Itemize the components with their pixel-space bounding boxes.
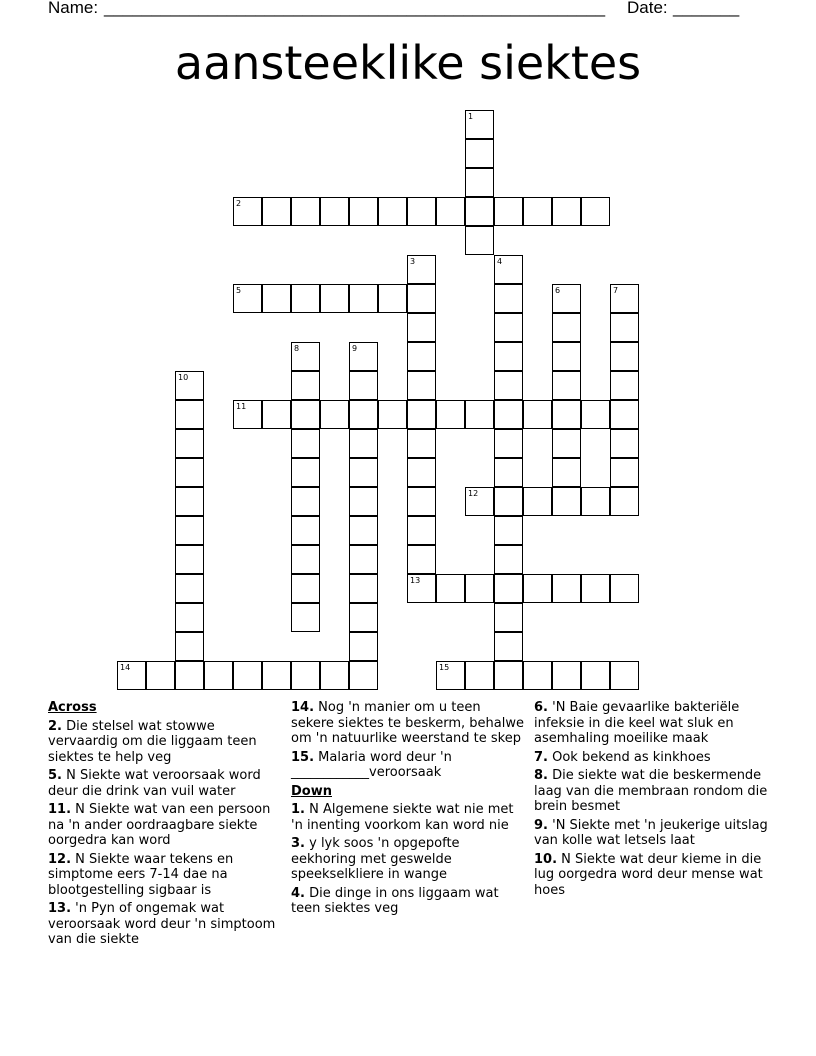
grid-cell[interactable] (465, 139, 494, 168)
grid-cell[interactable] (552, 342, 581, 371)
clue-number-8: 8 (294, 344, 300, 353)
grid-cell[interactable] (262, 284, 291, 313)
grid-cell[interactable] (407, 313, 436, 342)
clue-item (534, 818, 770, 849)
clue-number: 15. (291, 749, 315, 765)
clue-number: 8. (534, 768, 548, 783)
grid-cell[interactable] (494, 516, 523, 545)
grid-cell[interactable] (349, 545, 378, 574)
clue-text: Malaria word deur 'n ____________veroorsaak (291, 749, 452, 780)
grid-cell[interactable] (349, 284, 378, 313)
clue-number: 12. (48, 851, 72, 867)
grid-cell[interactable] (175, 429, 204, 458)
grid-cell[interactable] (494, 429, 523, 458)
clue-text: y lyk soos 'n opgepofte eekhoring met geswelde speekselkliere in wange (291, 836, 460, 882)
clue-number-1: 1 (468, 112, 474, 121)
grid-cell[interactable] (494, 284, 523, 313)
grid-cell[interactable] (349, 371, 378, 400)
clue-item (534, 852, 770, 899)
grid-cell[interactable] (349, 516, 378, 545)
clues-column-3 (534, 700, 770, 901)
clue-number: 1. (291, 802, 305, 817)
clue-number-2: 2 (236, 199, 242, 208)
grid-cell[interactable] (378, 284, 407, 313)
grid-cell[interactable] (552, 400, 581, 429)
grid-cell[interactable] (494, 197, 523, 226)
grid-cell[interactable] (407, 487, 436, 516)
grid-cell[interactable] (581, 574, 610, 603)
clue-text: Die dinge in ons liggaam wat teen siektes veg (291, 885, 499, 916)
clue-number: 2. (48, 718, 62, 734)
grid-cell[interactable] (494, 574, 523, 603)
grid-cell[interactable] (320, 197, 349, 226)
grid-cell[interactable] (175, 487, 204, 516)
grid-cell[interactable] (349, 458, 378, 487)
clue-text: N Siekte waar tekens en simptome eers 7-14 dae na blootgestelling sigbaar is (48, 851, 234, 898)
clue-number-11: 11 (236, 402, 247, 411)
clue-number: 6. (534, 700, 548, 715)
grid-cell[interactable] (494, 342, 523, 371)
clue-item (291, 700, 527, 747)
clue-text: N Siekte wat van een persoon na 'n ander oordraagbare siekte oorgedra kan word (48, 802, 271, 848)
clue-number: 4. (291, 885, 305, 901)
clue-text: N Algemene siekte wat nie met 'n inenting voorkom kan word nie (291, 802, 514, 833)
across-heading: Across (48, 700, 97, 715)
clues-column-2 (291, 700, 527, 920)
clue-number: 5. (48, 768, 62, 783)
grid-cell[interactable] (175, 661, 204, 690)
grid-cell[interactable] (320, 284, 349, 313)
grid-cell[interactable] (378, 197, 407, 226)
grid-cell[interactable] (146, 661, 175, 690)
grid-cell[interactable] (407, 429, 436, 458)
clue-number-15: 15 (439, 663, 450, 672)
clue-item (534, 700, 770, 747)
grid-cell[interactable] (320, 400, 349, 429)
grid-cell[interactable] (465, 574, 494, 603)
grid-cell[interactable] (175, 458, 204, 487)
grid-cell[interactable] (552, 574, 581, 603)
grid-cell[interactable] (407, 371, 436, 400)
grid-cell[interactable] (175, 574, 204, 603)
grid-cell[interactable] (552, 429, 581, 458)
grid-cell[interactable] (291, 400, 320, 429)
grid-cell[interactable] (494, 371, 523, 400)
down-heading: Down (291, 783, 332, 799)
clue-number: 14. (291, 700, 315, 715)
clue-number: 13. (48, 901, 72, 916)
name-label: Name: (48, 0, 99, 17)
clue-number-4: 4 (497, 257, 503, 266)
clue-number-14: 14 (120, 663, 131, 672)
grid-cell[interactable] (494, 661, 523, 690)
date-field[interactable]: _______ (673, 0, 740, 17)
grid-cell[interactable] (407, 458, 436, 487)
grid-cell[interactable] (610, 487, 639, 516)
clue-item (48, 901, 284, 948)
grid-cell[interactable] (291, 574, 320, 603)
grid-cell[interactable] (436, 197, 465, 226)
grid-cell[interactable] (552, 313, 581, 342)
grid-cell[interactable] (610, 400, 639, 429)
grid-cell[interactable] (610, 574, 639, 603)
grid-cell[interactable] (494, 545, 523, 574)
grid-cell[interactable] (581, 400, 610, 429)
grid-cell[interactable] (581, 487, 610, 516)
grid-cell[interactable] (349, 632, 378, 661)
clue-item (291, 750, 527, 781)
grid-cell[interactable] (175, 603, 204, 632)
clue-number: 9. (534, 817, 548, 833)
clue-item (48, 802, 284, 849)
grid-cell[interactable] (291, 284, 320, 313)
clue-number: 7. (534, 749, 548, 765)
grid-cell[interactable] (407, 342, 436, 371)
clue-number-3: 3 (410, 257, 416, 266)
grid-cell[interactable] (494, 458, 523, 487)
grid-cell[interactable] (320, 661, 349, 690)
grid-cell[interactable] (291, 545, 320, 574)
clue-number: 11. (48, 802, 72, 817)
grid-cell[interactable] (204, 661, 233, 690)
grid-cell[interactable] (262, 400, 291, 429)
grid-cell[interactable] (494, 603, 523, 632)
clue-number-9: 9 (352, 344, 358, 353)
grid-cell[interactable] (465, 226, 494, 255)
grid-cell[interactable] (494, 632, 523, 661)
clue-item (48, 719, 284, 766)
grid-cell[interactable] (349, 429, 378, 458)
grid-cell[interactable] (465, 400, 494, 429)
clue-item (534, 768, 770, 815)
grid-cell[interactable] (175, 545, 204, 574)
grid-cell[interactable] (407, 400, 436, 429)
grid-cell[interactable] (610, 313, 639, 342)
grid-cell[interactable] (262, 661, 291, 690)
grid-cell[interactable] (291, 458, 320, 487)
clue-item (291, 802, 527, 833)
grid-cell[interactable] (407, 545, 436, 574)
clue-text: 'N Baie gevaarlike bakteriële infeksie in die keel wat sluk en asemhaling moeilike maak (534, 700, 740, 746)
grid-cell[interactable] (610, 342, 639, 371)
grid-cell[interactable] (349, 603, 378, 632)
grid-cell[interactable] (610, 661, 639, 690)
clue-number-13: 13 (410, 576, 421, 585)
clue-item (48, 852, 284, 899)
clue-text: Nog 'n manier om u teen sekere siektes te beskerm, behalwe om 'n natuurlike weerstand te skep (291, 700, 524, 746)
clue-text: 'n Pyn of ongemak wat veroorsaak word deur 'n simptoom van die siekte (48, 901, 276, 947)
clue-text: N Siekte wat veroorsaak word deur die drink van vuil water (48, 768, 261, 799)
name-field[interactable]: _____________________________________________________ (104, 0, 606, 17)
date-label: Date: (627, 0, 668, 17)
clue-text: Die siekte wat die beskermende laag van die membraan rondom die brein besmet (534, 768, 768, 814)
grid-cell[interactable] (407, 197, 436, 226)
grid-cell[interactable] (175, 632, 204, 661)
grid-cell[interactable] (436, 574, 465, 603)
grid-cell[interactable] (291, 429, 320, 458)
grid-cell[interactable] (349, 400, 378, 429)
grid-cell[interactable] (552, 371, 581, 400)
grid-cell[interactable] (233, 661, 262, 690)
clue-number-7: 7 (613, 286, 619, 295)
clues-column-1 (48, 700, 284, 951)
clue-text: N Siekte wat deur kieme in die lug oorgedra word deur mense wat hoes (534, 851, 763, 898)
grid-cell[interactable] (436, 400, 465, 429)
grid-cell[interactable] (378, 400, 407, 429)
clue-number-10: 10 (178, 373, 189, 382)
grid-cell[interactable] (552, 487, 581, 516)
grid-cell[interactable] (349, 487, 378, 516)
clue-text: Ook bekend as kinkhoes (547, 749, 711, 765)
grid-cell[interactable] (552, 197, 581, 226)
clue-number-12: 12 (468, 489, 479, 498)
page-title: aansteeklike siektes (174, 36, 642, 90)
clue-item (48, 768, 284, 799)
clue-number: 3. (291, 836, 305, 851)
grid-cell[interactable] (175, 516, 204, 545)
grid-cell[interactable] (465, 168, 494, 197)
grid-cell[interactable] (291, 516, 320, 545)
grid-cell[interactable] (523, 661, 552, 690)
grid-cell[interactable] (610, 429, 639, 458)
clue-text: 'N Siekte met 'n jeukerige uitslag van kolle wat letsels laat (534, 817, 768, 848)
clue-item (291, 886, 527, 917)
grid-cell[interactable] (494, 313, 523, 342)
grid-cell[interactable] (523, 197, 552, 226)
grid-cell[interactable] (291, 661, 320, 690)
grid-cell[interactable] (407, 284, 436, 313)
clue-item (534, 750, 770, 766)
grid-cell[interactable] (552, 458, 581, 487)
grid-cell[interactable] (610, 458, 639, 487)
grid-cell[interactable] (552, 661, 581, 690)
grid-cell[interactable] (175, 400, 204, 429)
grid-cell[interactable] (523, 487, 552, 516)
grid-cell[interactable] (581, 197, 610, 226)
grid-cell[interactable] (523, 400, 552, 429)
clue-item (291, 836, 527, 883)
grid-cell[interactable] (291, 487, 320, 516)
grid-cell[interactable] (610, 371, 639, 400)
grid-cell[interactable] (349, 661, 378, 690)
clue-number-5: 5 (236, 286, 242, 295)
grid-cell[interactable] (523, 574, 552, 603)
grid-cell[interactable] (262, 197, 291, 226)
grid-cell[interactable] (494, 487, 523, 516)
grid-cell[interactable] (407, 516, 436, 545)
clue-number-6: 6 (555, 286, 561, 295)
clue-number: 10. (534, 851, 558, 867)
grid-cell[interactable] (291, 603, 320, 632)
grid-cell[interactable] (349, 574, 378, 603)
grid-cell[interactable] (291, 197, 320, 226)
grid-cell[interactable] (291, 371, 320, 400)
clue-text: Die stelsel wat stowwe vervaardig om die liggaam teen siektes te help veg (48, 718, 257, 765)
grid-cell[interactable] (494, 400, 523, 429)
grid-cell[interactable] (465, 661, 494, 690)
grid-cell[interactable] (465, 197, 494, 226)
grid-cell[interactable] (349, 197, 378, 226)
grid-cell[interactable] (581, 661, 610, 690)
